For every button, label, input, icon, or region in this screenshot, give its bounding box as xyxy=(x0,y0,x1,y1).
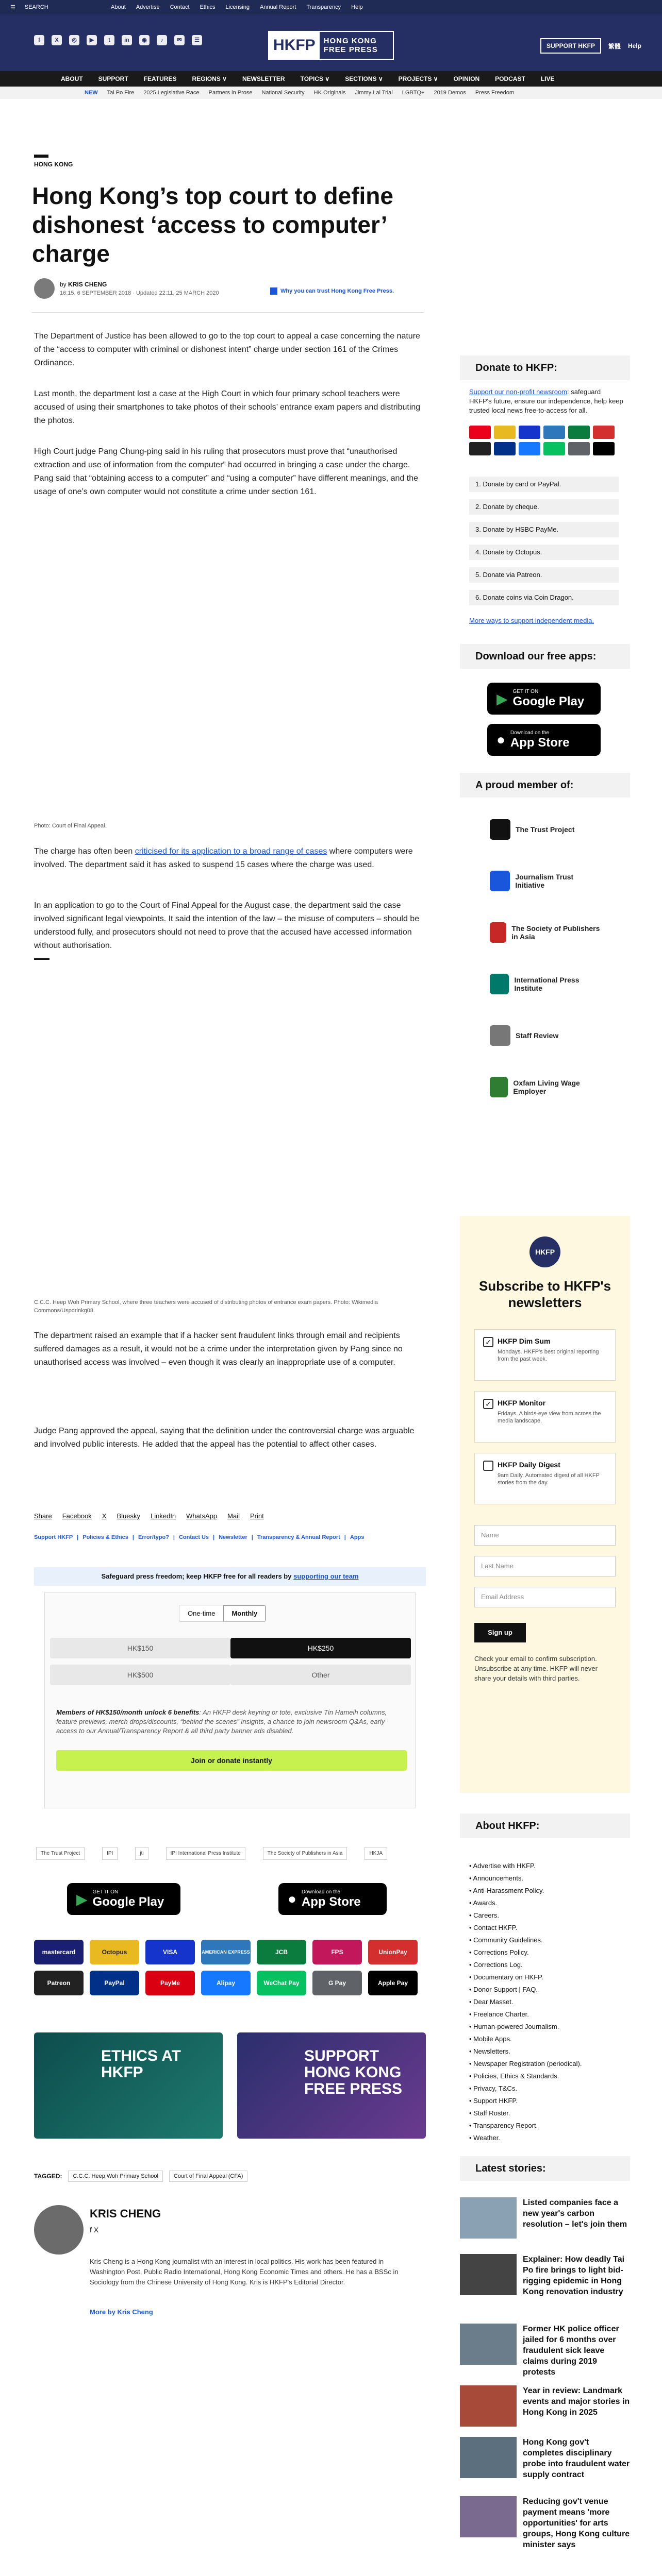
patreon-icon: Patreon xyxy=(34,1971,84,1995)
unionpay-icon: UnionPay xyxy=(368,1940,418,1964)
donate-intro xyxy=(469,387,624,415)
checkbox[interactable] xyxy=(483,1461,493,1471)
trending-link[interactable]: National Security xyxy=(261,90,305,96)
about-link[interactable]: • Careers. xyxy=(469,1909,624,1922)
partner-logo: IPI International Press Institute xyxy=(166,1847,245,1860)
story-title: Former HK police officer jailed for 6 months over fraudulent sick leave claims during 2019 protests xyxy=(523,2325,619,2377)
logo-text-line1: HONG KONG xyxy=(323,37,377,45)
story-title: Reducing gov't venue payment means 'more opportunities' for arts groups, Hong Kong culture minister says xyxy=(523,2497,630,2549)
app-store-badge[interactable] xyxy=(487,724,601,756)
byline-by: by xyxy=(60,281,67,288)
share-bluesky[interactable]: Bluesky xyxy=(117,1512,140,1520)
partner-logo: The Society of Publishers in Asia xyxy=(263,1847,347,1860)
newsletter-option[interactable] xyxy=(474,1329,616,1381)
donate-intro-link[interactable]: Support our non-profit newsroom xyxy=(469,388,568,396)
mastercard-icon xyxy=(469,426,491,439)
share-label: Share xyxy=(34,1512,52,1520)
google-pay-icon: G Pay xyxy=(312,1971,362,1995)
nav-newsletter[interactable]: NEWSLETTER xyxy=(242,75,285,82)
article-paragraph xyxy=(34,845,426,872)
newsletter-note: Check your email to confirm subscription. Unsubscribe at any time. HKFP will never share your details with third parties. xyxy=(474,1655,598,1682)
amount-option-selected[interactable]: HK$250 xyxy=(230,1638,411,1658)
donate-intro-text: : safeguard HKFP's future, ensure our independence, help keep trusted local news free-to-access for all. xyxy=(469,388,623,414)
share-facebook[interactable]: Facebook xyxy=(62,1512,92,1520)
tag-pill[interactable]: Court of Final Appeal (CFA) xyxy=(169,2171,248,2182)
trust-badge-icon xyxy=(270,287,277,295)
about-link[interactable]: • Newspaper Registration (periodical). xyxy=(469,2058,624,2070)
policy-links xyxy=(34,1534,364,1540)
support-hkfp-button[interactable]: SUPPORT HKFP xyxy=(540,38,601,54)
monthly-option[interactable]: Monthly xyxy=(223,1605,266,1621)
email-input[interactable]: Email Address xyxy=(474,1587,616,1607)
nav-podcast[interactable]: PODCAST xyxy=(495,75,525,82)
tiktok-icon[interactable]: ♪ xyxy=(157,35,167,45)
hkfp-round-logo: HKFP xyxy=(529,1236,560,1267)
newsletter-option[interactable] xyxy=(474,1453,616,1504)
partner-logo: jti xyxy=(135,1847,148,1860)
separator: | xyxy=(251,1534,253,1540)
author-avatar-small xyxy=(34,278,55,299)
donation-form xyxy=(44,1592,416,1808)
paypal-icon xyxy=(494,442,516,455)
newsletter-title: Subscribe to HKFP's newsletters xyxy=(478,1278,611,1310)
one-time-option[interactable]: One-time xyxy=(179,1605,223,1621)
amount-option-other[interactable]: Other xyxy=(230,1665,411,1685)
donate-option[interactable]: 6. Donate coins via Coin Dragon. xyxy=(469,590,619,605)
article-paragraph: In an application to go to the Court of Final Appeal for the August case, the department said the case involved significant legal viewpoints. It said the intention of the law – the misuse of computers – should be understood fully, and prosecutors should not need to prove that the accused have accessed information without authorisation. xyxy=(34,901,420,950)
about-link[interactable]: • Human-powered Journalism. xyxy=(469,2021,624,2033)
section-accent-bar xyxy=(34,155,48,158)
trending-link[interactable]: 2019 Demos xyxy=(434,90,466,96)
trust-link[interactable] xyxy=(270,287,394,295)
social-links xyxy=(34,35,202,45)
tag-pill[interactable]: C.C.C. Heep Woh Primary School xyxy=(68,2171,162,2182)
trending-link[interactable]: Partners in Prose xyxy=(208,90,253,96)
member-benefits-title: Members of HK$150/month unlock 6 benefits xyxy=(56,1708,200,1716)
jcb-icon: JCB xyxy=(257,1940,306,1964)
wechat-pay-icon: WeChat Pay xyxy=(257,1971,306,1995)
youtube-icon[interactable]: ▶ xyxy=(87,35,97,45)
article-paragraph: Last month, the department lost a case at the High Court in which four primary school teachers were accused of using their smartphones to take photos of their schools’ entrance exam papers and distributing the photos. xyxy=(34,389,421,425)
story-thumbnail xyxy=(460,2254,517,2295)
newsletter-option[interactable] xyxy=(474,1391,616,1443)
newsletter-name: HKFP Daily Digest xyxy=(498,1461,560,1469)
visa-icon xyxy=(519,426,540,439)
image-caption: C.C.C. Heep Woh Primary School, where three teachers were accused of distributing photos of entrance exam papers. Photo: Wikimedia Commons/Uspdrinkg08. xyxy=(34,1299,378,1314)
main-navigation xyxy=(0,71,662,87)
octopus-icon: Octopus xyxy=(90,1940,139,1964)
story-thumbnail xyxy=(460,2385,517,2427)
unionpay-icon xyxy=(593,426,615,439)
separator: | xyxy=(173,1534,175,1540)
image-caption: Photo: Court of Final Appeal. xyxy=(34,823,107,829)
member-logo[interactable] xyxy=(490,866,603,896)
policy-support[interactable]: Support HKFP xyxy=(34,1534,73,1540)
separator: | xyxy=(77,1534,79,1540)
donate-banner-text: Safeguard press freedom; keep HKFP free for all readers by xyxy=(101,1572,294,1580)
top-link-annual-report[interactable]: Annual Report xyxy=(259,4,296,10)
google-play-small: GET IT ON xyxy=(92,1889,119,1895)
donate-option[interactable]: 5. Donate via Patreon. xyxy=(469,567,619,583)
about-link[interactable]: • Donor Support | FAQ. xyxy=(469,1984,624,1996)
member-logo-text: Staff Review xyxy=(516,1031,559,1040)
newsletter-name: HKFP Dim Sum xyxy=(498,1337,551,1345)
about-link[interactable]: • Mobile Apps. xyxy=(469,2033,624,2045)
trending-link[interactable]: Tai Po Fire xyxy=(107,90,135,96)
story-title: Year in review: Landmark events and major stories in Hong Kong in 2025 xyxy=(523,2386,630,2417)
top-link-help[interactable]: Help xyxy=(351,4,363,10)
nav-live[interactable]: LIVE xyxy=(540,75,555,82)
inline-link[interactable]: criticised for its application to a broad range of cases xyxy=(135,847,327,856)
about-link[interactable]: • Corrections Policy. xyxy=(469,1946,624,1959)
share-mail[interactable]: Mail xyxy=(227,1512,240,1520)
trending-link[interactable]: Jimmy Lai Trial xyxy=(355,90,393,96)
p4-text-b: where computers were involved. The department said it has asked to suspend 15 cases where the charge was used. xyxy=(34,847,413,869)
member-logo[interactable] xyxy=(490,814,603,845)
trending-link[interactable]: Press Freedom xyxy=(475,90,515,96)
member-logo-text: The Trust Project xyxy=(516,825,575,834)
author-bio: Kris Cheng is a Hong Kong journalist with an interest in local politics. His work has been featured in Washington Post, Public Radio International, Hong Kong Economic Times and others. He has a BSSc in Sociology from the Chinese University of Hong Kong. Kris is HKFP's Editorial Director. xyxy=(90,2258,399,2286)
article-image-school xyxy=(34,963,426,1231)
story-title: Explainer: How deadly Tai Po fire brings to light bid-rigging epidemic in Hong Kong renovation industry xyxy=(523,2255,625,2296)
about-link[interactable]: • Contact HKFP. xyxy=(469,1922,624,1934)
donate-option[interactable]: 2. Donate by cheque. xyxy=(469,499,619,515)
trending-link[interactable]: 2025 Legislative Race xyxy=(143,90,200,96)
google-play-badge[interactable] xyxy=(487,683,601,715)
about-link[interactable]: • Dear Masset. xyxy=(469,1996,624,2008)
policy-transparency[interactable]: Transparency & Annual Report xyxy=(257,1534,340,1540)
member-logo[interactable] xyxy=(490,969,603,999)
share-whatsapp[interactable]: WhatsApp xyxy=(186,1512,218,1520)
donate-banner xyxy=(34,1567,426,1586)
search-link[interactable]: SEARCH xyxy=(24,4,48,10)
divider xyxy=(32,312,424,313)
apple-icon: ● xyxy=(288,1891,296,1907)
about-link[interactable]: • Freelance Charter. xyxy=(469,2008,624,2021)
app-store-small: Download on the xyxy=(510,730,549,736)
join-donate-button[interactable]: Join or donate instantly xyxy=(56,1750,407,1771)
hamburger-icon[interactable]: ☰ xyxy=(10,4,15,11)
about-link[interactable]: • Transparency Report. xyxy=(469,2120,624,2132)
story-thumbnail xyxy=(460,2496,517,2537)
about-link[interactable]: • Announcements. xyxy=(469,1872,624,1885)
policy-newsletter[interactable]: Newsletter xyxy=(219,1534,247,1540)
about-link[interactable]: • Support HKFP. xyxy=(469,2095,624,2107)
amount-option[interactable]: HK$150 xyxy=(50,1638,230,1658)
member-logo-text: The Society of Publishers in Asia xyxy=(511,924,600,941)
rss-icon[interactable]: ☰ xyxy=(192,35,202,45)
article-paragraph: The department raised an example that if a hacker sent fraudulent links through email and recipients suffered damages as a result, it would not be a crime under the interpretation given by Pang since no unauthorised access was involved – even though it was clearly an inappropriate use of a computer. xyxy=(34,1331,403,1367)
partner-logos xyxy=(36,1847,428,1860)
separator: | xyxy=(344,1534,346,1540)
sidebar-payment-logos xyxy=(469,426,624,455)
top-link-contact[interactable]: Contact xyxy=(170,4,190,10)
about-link[interactable]: • Community Guidelines. xyxy=(469,1934,624,1946)
share-linkedin[interactable]: LinkedIn xyxy=(151,1512,176,1520)
app-store-big: App Store xyxy=(510,735,570,750)
nav-topics[interactable]: TOPICS ∨ xyxy=(300,75,330,82)
author-name[interactable]: KRIS CHENG xyxy=(90,2207,161,2220)
policy-error[interactable]: Error/typo? xyxy=(138,1534,169,1540)
about-link[interactable]: • Anti-Harassment Policy. xyxy=(469,1885,624,1897)
about-link[interactable]: • Policies, Ethics & Standards. xyxy=(469,2070,624,2082)
oxfam-icon xyxy=(490,1077,508,1097)
member-benefits-text: : An HKFP desk keyring or tote, exclusive Tin Hameih columns, feature previews, merch drops/discounts, “behind the scenes” insights, a chance to join newsroom Q&As, early access to our Annual/Transparency Report & all third party banner ads disabled. xyxy=(56,1708,387,1735)
nav-projects[interactable]: PROJECTS ∨ xyxy=(398,75,438,82)
patreon-icon xyxy=(469,442,491,455)
article-image-court xyxy=(34,536,426,814)
about-link[interactable]: • Privacy, T&Cs. xyxy=(469,2082,624,2095)
tagged-label: TAGGED: xyxy=(34,2173,62,2180)
visa-icon: VISA xyxy=(145,1940,195,1964)
member-sidebar-title: A proud member of: xyxy=(460,773,630,798)
share-row xyxy=(34,1512,264,1520)
site-logo[interactable] xyxy=(268,31,394,60)
story-thumbnail xyxy=(460,2324,517,2365)
logo-text-line2: FREE PRESS xyxy=(323,45,378,54)
policy-contact[interactable]: Contact Us xyxy=(178,1534,209,1540)
google-play-big: Google Play xyxy=(92,1894,164,1909)
latest-sidebar-title: Latest stories: xyxy=(460,2156,630,2181)
apple-pay-icon xyxy=(593,442,615,455)
amount-option[interactable]: HK$500 xyxy=(50,1665,230,1685)
newsletter-name: HKFP Monitor xyxy=(498,1399,546,1407)
trust-link-text: Why you can trust Hong Kong Free Press. xyxy=(280,287,394,294)
policy-apps[interactable]: Apps xyxy=(350,1534,365,1540)
nav-support[interactable]: SUPPORT xyxy=(98,75,128,82)
payment-methods xyxy=(34,1940,426,1995)
trending-link[interactable]: HK Originals xyxy=(313,90,346,96)
paypal-icon: PayPal xyxy=(90,1971,139,1995)
article-headline: Hong Kong’s top court to define dishonest ‘access to computer’ charge xyxy=(32,182,393,267)
top-utility-bar xyxy=(0,0,662,14)
google-play-big: Google Play xyxy=(512,694,585,708)
threads-icon[interactable]: ◉ xyxy=(139,35,150,45)
site-header xyxy=(0,14,662,71)
email-icon[interactable]: ✉ xyxy=(174,35,185,45)
wechat-pay-icon xyxy=(543,442,565,455)
story-thumbnail xyxy=(460,2197,517,2239)
about-link[interactable]: • Documentary on HKFP. xyxy=(469,1971,624,1984)
top-link-ethics[interactable]: Ethics xyxy=(200,4,216,10)
top-link-advertise[interactable]: Advertise xyxy=(136,4,160,10)
partner-logo: HKJA xyxy=(365,1847,387,1860)
partner-logo: IPI xyxy=(102,1847,118,1860)
byline: by KRIS CHENG 16:15, 6 SEPTEMBER 2018 · Updated 22:11, 25 MARCH 2020 xyxy=(34,278,219,299)
author-social-icons[interactable]: f X xyxy=(90,2226,99,2234)
donate-sidebar-title: Donate to HKFP: xyxy=(460,355,630,380)
nav-sections[interactable]: SECTIONS ∨ xyxy=(345,75,383,82)
nav-about[interactable]: ABOUT xyxy=(61,75,83,82)
p4-text-a: The charge has often been xyxy=(34,847,135,856)
last-name-input[interactable]: Last Name xyxy=(474,1556,616,1577)
story-title: Listed companies face a new year's carbon resolution – let's join them xyxy=(523,2198,627,2229)
trust-project-icon xyxy=(490,819,510,840)
promo-ethics-title: ETHICS AT HKFP xyxy=(101,2047,181,2081)
mastercard-icon: mastercard xyxy=(34,1940,84,1964)
member-logo[interactable] xyxy=(490,917,603,948)
jti-icon xyxy=(490,871,510,891)
separator: | xyxy=(213,1534,215,1540)
checkbox[interactable]: ✓ xyxy=(483,1337,493,1347)
google-play-small: GET IT ON xyxy=(512,688,539,694)
alipay-icon: Alipay xyxy=(201,1971,251,1995)
story-thumbnail xyxy=(460,2437,517,2478)
nav-opinion[interactable]: OPINION xyxy=(453,75,480,82)
promo-ethics[interactable] xyxy=(34,2032,223,2139)
latest-story[interactable] xyxy=(460,2496,630,2576)
article-paragraph: High Court judge Pang Chung-ping said in his ruling that prosecutors must prove that “unauthorised extraction and use of information from the computer” had occurred in bringing a case under the charge. Pang said that “obtaining access to a computer” and “using a computer” have different meanings, and the usage of one’s own computer would not constitute a crime under section 161. xyxy=(34,447,419,496)
member-logo-text: International Press Institute xyxy=(514,976,580,992)
member-logo[interactable] xyxy=(490,1072,603,1103)
about-link[interactable]: • Corrections Log. xyxy=(469,1959,624,1971)
newsletter-signup xyxy=(460,1216,630,1793)
jcb-icon xyxy=(568,426,590,439)
updated-date: Updated 22:11, 25 MARCH 2020 xyxy=(136,290,219,296)
instagram-icon[interactable]: ◎ xyxy=(69,35,79,45)
member-logo-text: Journalism Trust Initiative xyxy=(515,873,574,889)
tags-row xyxy=(34,2171,247,2182)
policy-ethics[interactable]: Policies & Ethics xyxy=(82,1534,128,1540)
story-title: Hong Kong gov't completes disciplinary probe into fraudulent water supply contract xyxy=(523,2438,630,2479)
google-play-badge[interactable] xyxy=(67,1883,180,1915)
donate-banner-link[interactable]: supporting our team xyxy=(293,1572,359,1580)
about-link[interactable]: • Newsletters. xyxy=(469,2045,624,2058)
donate-option[interactable]: 3. Donate by HSBC PayMe. xyxy=(469,522,619,537)
app-store-badge[interactable] xyxy=(278,1883,387,1915)
staff-review-icon xyxy=(490,1025,510,1046)
share-print[interactable]: Print xyxy=(250,1512,264,1520)
member-benefits xyxy=(56,1708,407,1736)
share-x[interactable]: X xyxy=(102,1512,107,1520)
nav-features[interactable]: FEATURES xyxy=(143,75,177,82)
signup-button[interactable]: Sign up xyxy=(474,1623,526,1642)
top-link-about[interactable]: About xyxy=(111,4,126,10)
section-tag[interactable]: HONG KONG xyxy=(34,161,73,168)
facebook-icon[interactable]: f xyxy=(34,35,44,45)
logo-mark: HKFP xyxy=(269,32,320,59)
more-ways-link[interactable] xyxy=(469,616,624,625)
app-store-small: Download on the xyxy=(301,1889,340,1895)
frequency-toggle xyxy=(179,1605,266,1622)
fps-icon: FPS xyxy=(312,1940,362,1964)
first-name-input[interactable]: Name xyxy=(474,1525,616,1546)
apple-pay-icon: Apple Pay xyxy=(368,1971,418,1995)
member-logo-text: Oxfam Living Wage Employer xyxy=(513,1079,580,1095)
linkedin-icon[interactable]: in xyxy=(122,35,132,45)
header-help-link[interactable]: Help xyxy=(627,42,641,49)
google-play-icon: ▶ xyxy=(76,1891,88,1907)
amex-icon: AMERICAN EXPRESS xyxy=(201,1940,251,1964)
apps-sidebar-title: Download our free apps: xyxy=(460,644,630,669)
about-link[interactable]: • Staff Roster. xyxy=(469,2107,624,2120)
article-paragraph: The Department of Justice has been allowed to go to the top court to appeal a case concerning the nature of the “access to computer with criminal or dishonest intent” charge under section 161 of the Crimes Ordinance. xyxy=(34,332,420,367)
payme-icon: PayMe xyxy=(145,1971,195,1995)
top-link-transparency[interactable]: Transparency xyxy=(306,4,341,10)
alipay-icon xyxy=(519,442,540,455)
trending-bar xyxy=(0,87,662,99)
new-badge: NEW xyxy=(85,90,98,96)
telegram-icon[interactable]: t xyxy=(104,35,114,45)
newsletter-desc: 9am Daily. Automated digest of all HKFP stories from the day. xyxy=(498,1472,600,1486)
top-link-licensing[interactable]: Licensing xyxy=(225,4,250,10)
nav-regions[interactable]: REGIONS ∨ xyxy=(192,75,227,82)
octopus-icon xyxy=(494,426,516,439)
newsletter-desc: Mondays. HKFP's best original reporting from the past week. xyxy=(498,1349,599,1362)
article-paragraph: Judge Pang approved the appeal, saying that the definition under the controversial charge was arguable and involved public interests. He added that the appeal has the potential to affect other cases. xyxy=(34,1427,415,1449)
about-link[interactable]: • Awards. xyxy=(469,1897,624,1909)
language-toggle[interactable]: 繁體 xyxy=(608,42,621,50)
separator: | xyxy=(132,1534,134,1540)
trending-link[interactable]: LGBTQ+ xyxy=(402,90,425,96)
more-by-author-link[interactable]: More by Kris Cheng xyxy=(90,2308,153,2316)
x-icon[interactable]: X xyxy=(52,35,62,45)
apple-icon: ● xyxy=(496,732,505,748)
google-play-icon: ▶ xyxy=(496,690,508,707)
checkbox[interactable]: ✓ xyxy=(483,1399,493,1409)
author-avatar xyxy=(34,2205,84,2255)
byline-author[interactable]: KRIS CHENG xyxy=(68,281,107,288)
about-link[interactable]: • Advertise with HKFP. xyxy=(469,1860,624,1872)
promo-support-title: SUPPORT HONG KONG FREE PRESS xyxy=(304,2047,403,2097)
amex-icon xyxy=(543,426,565,439)
donate-option[interactable]: 4. Donate by Octopus. xyxy=(469,545,619,560)
donate-option[interactable]: 1. Donate by card or PayPal. xyxy=(469,477,619,492)
more-ways-text[interactable]: More ways to support independent media. xyxy=(469,617,594,624)
sopa-icon xyxy=(490,922,506,943)
member-logo[interactable] xyxy=(490,1020,603,1051)
promo-support[interactable] xyxy=(237,2032,426,2139)
app-store-big: App Store xyxy=(301,1894,361,1909)
about-link[interactable]: • Weather. xyxy=(469,2132,624,2144)
about-links xyxy=(469,1860,624,2144)
about-sidebar-title: About HKFP: xyxy=(460,1814,630,1838)
publish-date: 16:15, 6 SEPTEMBER 2018 xyxy=(60,290,131,296)
ipi-icon xyxy=(490,974,509,994)
divider xyxy=(34,958,49,960)
newsletter-desc: Fridays. A birds-eye view from across the media landscape. xyxy=(498,1411,601,1424)
google-pay-icon xyxy=(568,442,590,455)
partner-logo: The Trust Project xyxy=(36,1847,85,1860)
